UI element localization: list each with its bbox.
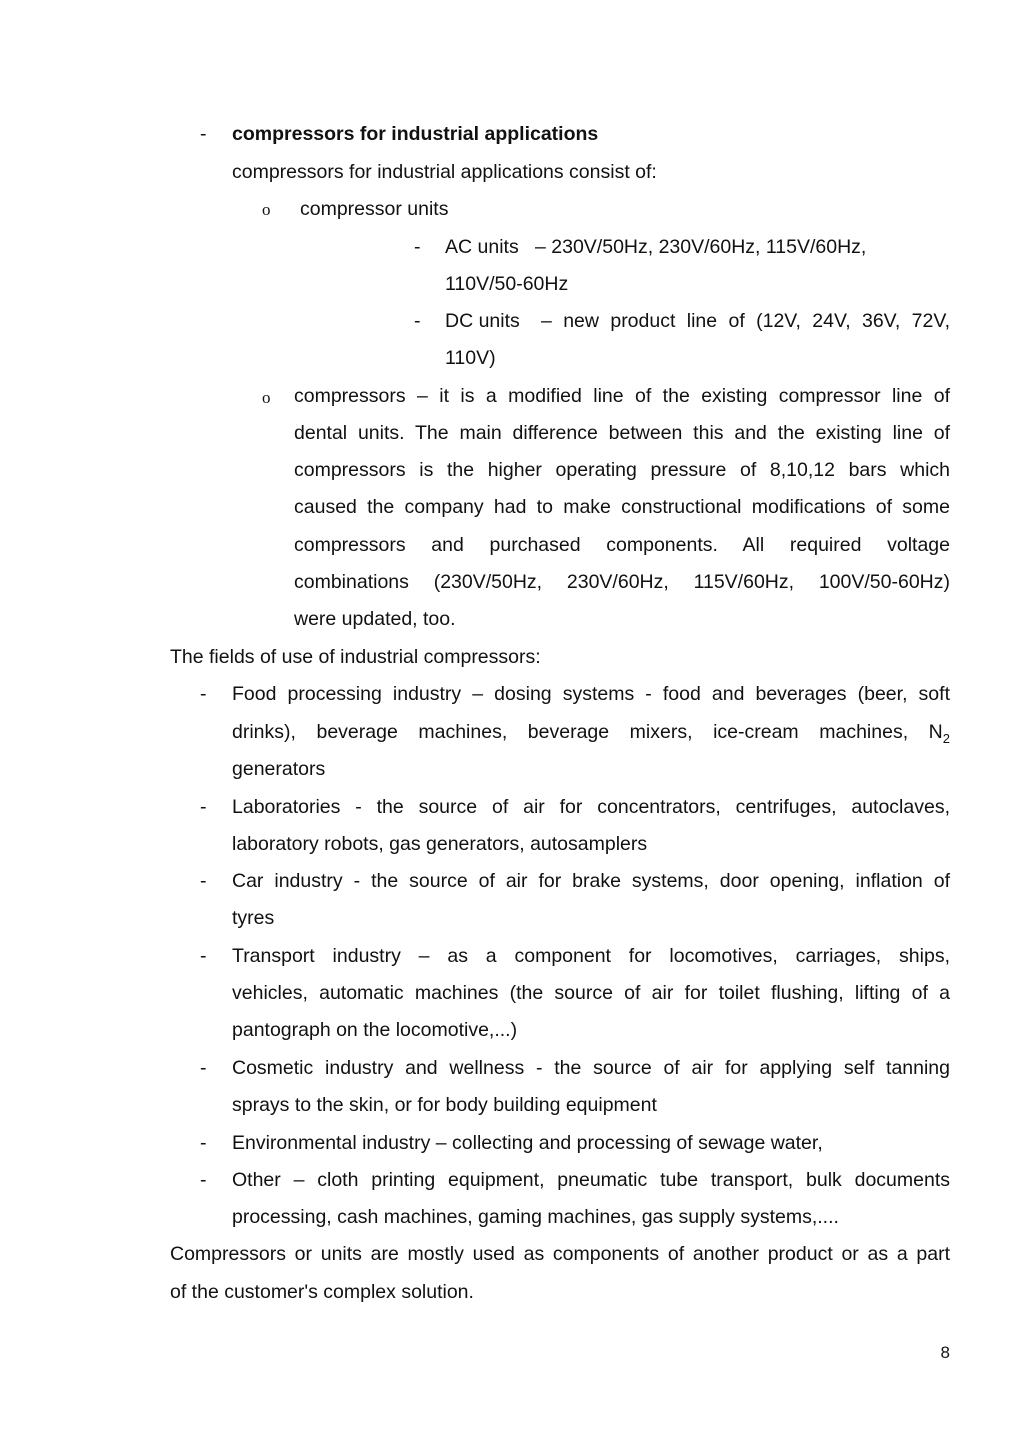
- dash-bullet: -: [200, 1169, 207, 1191]
- dash-bullet: -: [414, 310, 421, 332]
- dash-bullet: -: [200, 1132, 207, 1154]
- compressors-text-line: compressors is the higher operating pressure of 8,10,12 bars which: [294, 459, 950, 481]
- dash-bullet: -: [200, 683, 207, 705]
- laboratories-line: Laboratories - the source of air for concentrators, centrifuges, autoclaves,: [232, 796, 950, 818]
- circle-bullet: o: [262, 200, 271, 219]
- dash-bullet: -: [200, 1057, 207, 1079]
- closing-line: of the customer's complex solution.: [170, 1281, 474, 1303]
- cosmetic-industry-line: Cosmetic industry and wellness - the source of air for applying self tanning: [232, 1057, 950, 1079]
- transport-industry-line: vehicles, automatic machines (the source of air for toilet flushing, lifting of a: [232, 982, 950, 1004]
- dash-bullet: -: [200, 796, 207, 818]
- ac-units-label: AC units: [445, 236, 519, 258]
- transport-industry-line: pantograph on the locomotive,...): [232, 1019, 518, 1041]
- compressors-text-line: were updated, too.: [294, 608, 456, 630]
- dc-units-voltages-cont: 110V): [445, 347, 496, 369]
- page-number: 8: [940, 1343, 950, 1362]
- dash-bullet: -: [200, 945, 207, 967]
- subscript: 2: [942, 730, 950, 746]
- circle-bullet: o: [262, 388, 271, 407]
- ac-units-voltages: – 230V/50Hz, 230V/60Hz, 115V/60Hz,: [535, 236, 867, 258]
- food-industry-line: Food processing industry – dosing systems - food and beverages (beer, soft: [232, 683, 950, 705]
- dash-bullet: -: [414, 236, 421, 258]
- dash-bullet: -: [200, 870, 207, 892]
- cosmetic-industry-line: sprays to the skin, or for body building equipment: [232, 1094, 657, 1116]
- fields-intro: The fields of use of industrial compressors:: [170, 646, 541, 668]
- food-industry-line: [232, 719, 950, 745]
- compressors-text-line: compressors – it is a modified line of the existing compressor line of: [294, 385, 950, 407]
- dc-units-voltages: – new product line of (12V, 24V, 36V, 72V,: [541, 310, 950, 332]
- other-industry-line: processing, cash machines, gaming machines, gas supply systems,....: [232, 1206, 839, 1228]
- transport-industry-line: Transport industry – as a component for locomotives, carriages, ships,: [232, 945, 950, 967]
- laboratories-line: laboratory robots, gas generators, autosamplers: [232, 833, 648, 855]
- dash-bullet: -: [200, 123, 207, 145]
- food-industry-text: drinks), beverage machines, beverage mixers, ice-cream machines, N: [232, 721, 943, 743]
- section-heading: compressors for industrial applications: [232, 123, 599, 145]
- other-industry-line: Other – cloth printing equipment, pneumatic tube transport, bulk documents: [232, 1169, 950, 1191]
- car-industry-line: tyres: [232, 907, 275, 929]
- environmental-industry-line: Environmental industry – collecting and processing of sewage water,: [232, 1132, 823, 1154]
- compressors-text-line: combinations (230V/50Hz, 230V/60Hz, 115V/60Hz, 100V/50-60Hz): [294, 571, 950, 593]
- closing-line: Compressors or units are mostly used as components of another product or as a part: [170, 1243, 950, 1265]
- food-industry-line: generators: [232, 758, 326, 780]
- car-industry-line: Car industry - the source of air for brake systems, door opening, inflation of: [232, 870, 950, 892]
- compressor-units-label: compressor units: [300, 198, 449, 220]
- compressors-text-line: compressors and purchased components. All required voltage: [294, 534, 950, 556]
- ac-units-voltages-cont: 110V/50-60Hz: [445, 273, 569, 295]
- compressors-text-line: dental units. The main difference between this and the existing line of: [294, 422, 950, 444]
- compressors-text-line: caused the company had to make constructional modifications of some: [294, 496, 950, 518]
- dc-units-label: DC units: [445, 310, 520, 332]
- section-intro: compressors for industrial applications consist of:: [232, 161, 657, 183]
